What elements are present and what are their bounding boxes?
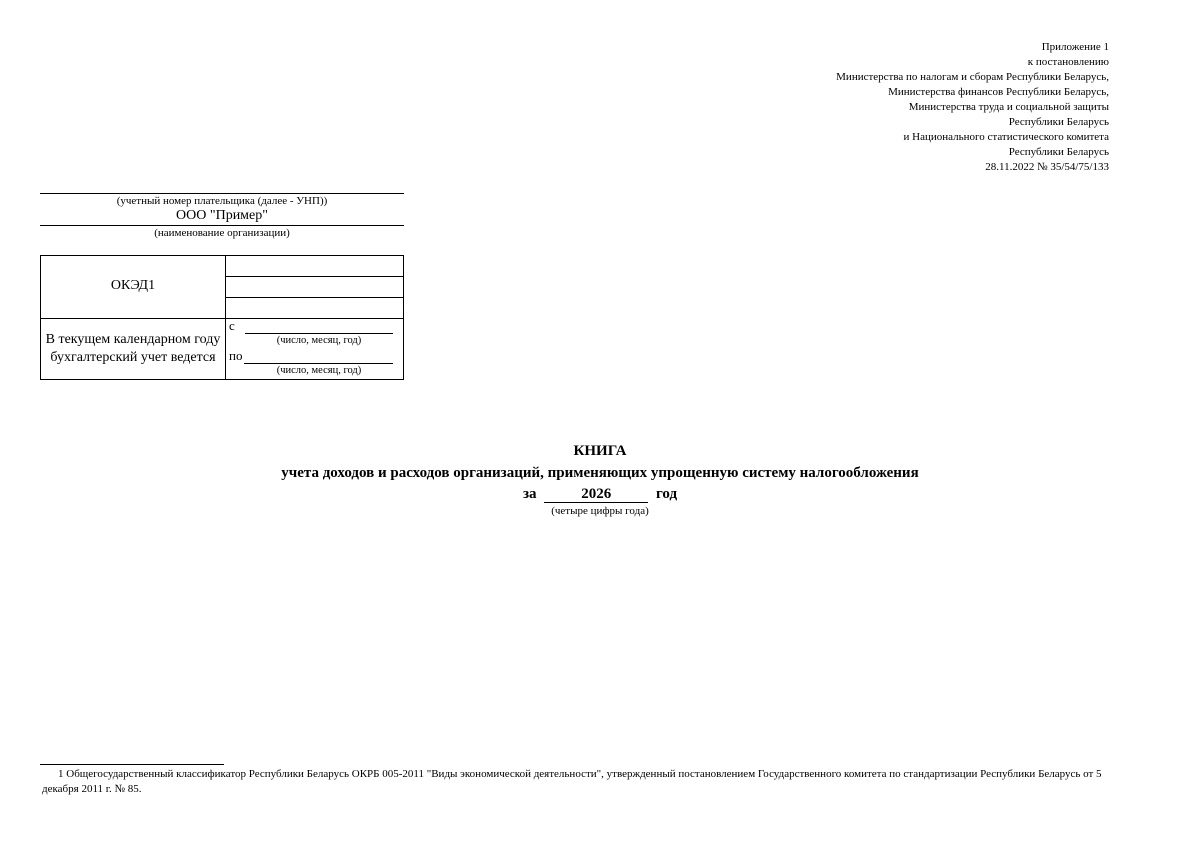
oked-cell[interactable] [227,299,403,317]
unp-caption: (учетный номер плательщика (далее - УНП)) [116,195,328,207]
period-from-prefix: с [229,318,235,333]
book-title: КНИГА [573,443,627,459]
period-to-prefix: по [229,348,243,363]
year-caption: (четыре цифры года) [551,505,649,517]
table-divider [225,276,403,277]
organization-field-line [40,225,404,226]
table-divider [225,297,403,298]
book-subtitle: учета доходов и расходов организаций, применяющих упрощенную систему налогообложения [281,465,919,481]
period-to-field[interactable] [244,363,393,364]
year-field[interactable]: 2026 [544,486,648,503]
approval-line: Министерства финансов Республики Беларусь, [888,86,1109,98]
oked-cell[interactable] [227,278,403,296]
year-prefix: за [522,486,537,502]
period-label-line: В текущем календарном году [45,332,221,347]
period-from-field[interactable] [245,333,393,334]
approval-line: Министерства труда и социальной защиты [908,101,1109,113]
approval-line: Республики Беларусь [1008,146,1109,158]
footnote [42,767,1122,797]
oked-cell[interactable] [227,257,403,276]
footnote-rule [40,764,224,765]
year-line [0,486,1200,503]
approval-line: и Национального статистического комитета [903,131,1109,143]
organization-caption: (наименование организации) [154,227,290,239]
approval-line: Министерства по налогам и сборам Республики Беларусь, [836,71,1109,83]
approval-date: 28.11.2022 № 35/54/75/133 [985,161,1109,173]
approval-block [836,40,1109,175]
oked-period-table [40,255,404,380]
unp-field-line[interactable] [40,193,404,194]
footnote-text: 1 Общегосударственный классификатор Республики Беларусь ОКРБ 005-2011 "Виды экономической деятельности", утвержденный постановлением Государственного комитета по стандартизации Республики Беларусь от 5 декабря 2011 г. № 85. [42,768,1102,795]
year-suffix: год [655,486,678,502]
period-to-caption: (число, месяц, год) [276,365,362,376]
approval-line: Республики Беларусь [1008,116,1109,128]
table-divider [41,318,403,319]
approval-line: Приложение 1 [1041,41,1109,53]
approval-line: к постановлению [1027,56,1109,68]
period-label-line: бухгалтерский учет ведется [50,350,216,365]
organization-name[interactable]: ООО "Пример" [176,208,268,223]
period-from-caption: (число, месяц, год) [276,335,362,346]
period-label [41,331,225,367]
oked-label: ОКЭД1 [110,278,156,293]
